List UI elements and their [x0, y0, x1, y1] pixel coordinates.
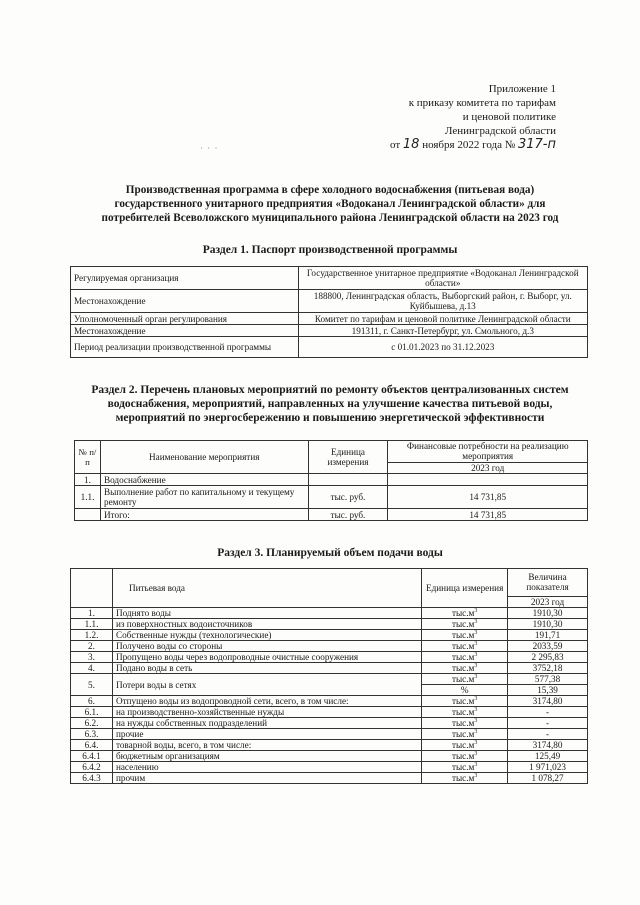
- table-row: [75, 474, 588, 486]
- row-name: Получено воды со стороны: [112, 641, 421, 652]
- unit-exponent: 3: [474, 728, 478, 735]
- table-row: [71, 674, 588, 685]
- unit-exponent: 3: [474, 629, 478, 636]
- row-name: Поднято воды: [112, 608, 421, 619]
- passport-label: Местонахождение: [71, 325, 299, 337]
- volume-rows-after-losses: [71, 696, 588, 784]
- col-header-name: Питьевая вода: [112, 569, 421, 608]
- table-row: [71, 619, 588, 630]
- table-header-row: [71, 569, 588, 597]
- col-header-no: [71, 569, 113, 608]
- row-name: Выполнение работ по капитальному и текущему ремонту: [100, 486, 308, 509]
- table-row: [71, 729, 588, 740]
- row-no: 3.: [71, 652, 113, 663]
- row-name: на производственно-хозяйственные нужды: [112, 707, 421, 718]
- appendix-block: [390, 82, 556, 152]
- row-unit: [422, 641, 508, 652]
- row-unit: [422, 696, 508, 707]
- unit-exponent: 3: [474, 607, 478, 614]
- table-row: [71, 718, 588, 729]
- title-line-1: Производственная программа в сфере холодного водоснабжения (питьевая вода): [125, 184, 535, 196]
- row-value: 3752,18: [508, 663, 588, 674]
- table-row: [71, 652, 588, 663]
- row-value: -: [508, 729, 588, 740]
- col-header-unit: Единица измерения: [422, 569, 508, 608]
- row-name: на нужды собственных подразделений: [112, 718, 421, 729]
- row-name: Водоснабжение: [100, 474, 308, 486]
- row-name: населению: [112, 762, 421, 773]
- water-volume-table: [70, 568, 588, 784]
- row-value: 14 731,85: [388, 486, 588, 509]
- row-name: прочим: [112, 773, 421, 784]
- row-unit: [308, 474, 388, 486]
- row-name: Пропущено воды через водопроводные очистные сооружения: [112, 652, 421, 663]
- row-unit: %: [422, 685, 508, 696]
- date-prefix: от: [389, 139, 401, 151]
- table-row: [71, 630, 588, 641]
- unit-exponent: 3: [474, 618, 478, 625]
- col-header-unit: Единица измерения: [308, 441, 388, 474]
- row-unit: тыс. руб.: [308, 486, 388, 509]
- row-value: 125,49: [508, 751, 588, 762]
- row-no: 2.: [71, 641, 113, 652]
- passport-label: Регулируемая организация: [71, 267, 299, 290]
- row-unit: [422, 718, 508, 729]
- table-row: [71, 663, 588, 674]
- unit-exponent: 3: [474, 750, 478, 757]
- appendix-date: [390, 138, 556, 152]
- row-no: 6.2.: [71, 718, 113, 729]
- row-unit: [422, 652, 508, 663]
- col-header-fin: Финансовые потребности на реализацию мероприятия: [388, 441, 588, 463]
- section2-heading: [60, 383, 600, 425]
- table-row: [71, 707, 588, 718]
- row-unit: [422, 608, 508, 619]
- section1-heading: Раздел 1. Паспорт производственной программы: [202, 244, 458, 256]
- table-row: [71, 740, 588, 751]
- appendix-order-ref-2: и ценовой политике: [462, 111, 556, 123]
- row-no: 4.: [71, 663, 113, 674]
- row-name: прочие: [112, 729, 421, 740]
- row-value: 1910,30: [508, 608, 588, 619]
- unit-text: тыс.м: [451, 762, 475, 772]
- row-unit: [422, 751, 508, 762]
- row-value: 1 078,27: [508, 773, 588, 784]
- table-row: [71, 313, 588, 325]
- row-value: [388, 474, 588, 486]
- unit-exponent: 3: [474, 673, 478, 680]
- unit-exponent: 3: [474, 706, 478, 713]
- row-value: 2033,59: [508, 641, 588, 652]
- measures-table: [74, 440, 588, 521]
- unit-text: тыс.м: [451, 619, 475, 629]
- row-no: 6.4.3: [71, 773, 113, 784]
- date-rest: ноября 2022 года №: [422, 139, 516, 151]
- row-name: Итого:: [100, 509, 308, 521]
- table-row: [71, 290, 588, 313]
- col-header-year: 2023 год: [388, 462, 588, 473]
- row-no: 1.: [71, 608, 113, 619]
- row-value: 3174,80: [508, 740, 588, 751]
- unit-exponent: 3: [474, 772, 478, 779]
- unit-text: тыс.м: [451, 707, 475, 717]
- unit-exponent: 3: [474, 662, 478, 669]
- row-name: Потери воды в сетях: [112, 674, 421, 696]
- unit-text: тыс.м: [451, 630, 475, 640]
- row-unit: [422, 707, 508, 718]
- unit-text: тыс.м: [451, 718, 475, 728]
- date-day: 18: [402, 137, 420, 152]
- unit-text: тыс.м: [451, 773, 475, 783]
- unit-text: тыс.м: [451, 696, 475, 706]
- row-value: 577,38: [508, 674, 588, 685]
- unit-text: тыс.м: [451, 641, 475, 651]
- unit-text: тыс.м: [451, 608, 475, 618]
- unit-text: тыс.м: [451, 674, 475, 684]
- row-no: 5.: [71, 674, 113, 696]
- row-no: 6.4.2: [71, 762, 113, 773]
- row-value: 3174,80: [508, 696, 588, 707]
- section3-heading: Раздел 3. Планируемый объем подачи воды: [217, 547, 443, 559]
- passport-table: [70, 266, 588, 358]
- row-no: 6.1.: [71, 707, 113, 718]
- table-row: [75, 509, 588, 521]
- row-value: 1910,30: [508, 619, 588, 630]
- appendix-region: Ленинградской области: [445, 125, 556, 137]
- row-unit: [422, 663, 508, 674]
- table-row: [75, 486, 588, 509]
- appendix-title: Приложение 1: [488, 83, 556, 95]
- table-row: [71, 325, 588, 337]
- unit-text: тыс.м: [451, 740, 475, 750]
- row-name: товарной воды, всего, в том числе:: [112, 740, 421, 751]
- passport-label: Местонахождение: [71, 290, 299, 313]
- row-name: из поверхностных водоисточников: [112, 619, 421, 630]
- unit-exponent: 3: [474, 651, 478, 658]
- table-row: [71, 608, 588, 619]
- table-row: [71, 641, 588, 652]
- order-number: 317-п: [517, 137, 556, 152]
- table-row: [71, 337, 588, 358]
- row-no: 1.1.: [71, 619, 113, 630]
- row-name: бюджетным организациям: [112, 751, 421, 762]
- table-row: [71, 267, 588, 290]
- scan-marks: · · ·: [200, 143, 219, 153]
- passport-label: Период реализации производственной программы: [71, 337, 299, 358]
- row-unit: [422, 729, 508, 740]
- row-name: Подано воды в сеть: [112, 663, 421, 674]
- row-value: 2 295,83: [508, 652, 588, 663]
- row-value: -: [508, 707, 588, 718]
- row-unit: [422, 674, 508, 685]
- table-row: [71, 696, 588, 707]
- row-no: [75, 509, 101, 521]
- passport-value: с 01.01.2023 по 31.12.2023: [298, 337, 587, 358]
- row-value: 191,71: [508, 630, 588, 641]
- table-header-row: [75, 441, 588, 463]
- table-row: [71, 762, 588, 773]
- title-line-2: государственного унитарного предприятия «Водоканал Ленинградской области» для: [114, 198, 546, 210]
- col-header-no: № п/п: [75, 441, 101, 474]
- row-name: Собственные нужды (технологические): [112, 630, 421, 641]
- row-unit: [422, 619, 508, 630]
- passport-label: Уполномоченный орган регулирования: [71, 313, 299, 325]
- row-value: 14 731,85: [388, 509, 588, 521]
- row-value: 1 971,023: [508, 762, 588, 773]
- row-unit: [422, 762, 508, 773]
- unit-exponent: 3: [474, 640, 478, 647]
- unit-text: тыс.м: [451, 663, 475, 673]
- table-row: [71, 751, 588, 762]
- appendix-order-ref: к приказу комитета по тарифам: [408, 97, 556, 109]
- row-unit: [422, 630, 508, 641]
- row-unit: [422, 773, 508, 784]
- unit-exponent: 3: [474, 739, 478, 746]
- row-no: 6.4.: [71, 740, 113, 751]
- unit-text: тыс.м: [451, 729, 475, 739]
- passport-value: 191311, г. Санкт-Петербург, ул. Смольного, д.3: [298, 325, 587, 337]
- row-value: 15,39: [508, 685, 588, 696]
- row-no: 6.: [71, 696, 113, 707]
- col-header-year: 2023 год: [508, 596, 588, 607]
- row-unit: тыс. руб.: [308, 509, 388, 521]
- unit-exponent: 3: [474, 761, 478, 768]
- row-no: 6.3.: [71, 729, 113, 740]
- unit-exponent: 3: [474, 695, 478, 702]
- passport-value: Государственное унитарное предприятие «Водоканал Ленинградской области»: [298, 267, 587, 290]
- row-name: Отпущено воды из водопроводной сети, всего, в том числе:: [112, 696, 421, 707]
- row-unit: [422, 740, 508, 751]
- section2-heading-line-1: Раздел 2. Перечень плановых мероприятий по ремонту объектов централизованных систем: [91, 384, 569, 396]
- col-header-value: Величина показателя: [508, 569, 588, 597]
- table-row: [71, 773, 588, 784]
- unit-text: тыс.м: [451, 652, 475, 662]
- document-title: [70, 183, 590, 225]
- section2-heading-line-2: водоснабжения, мероприятий, направленных на улучшение качества питьевой воды,: [107, 398, 553, 410]
- volume-rows-before-losses: [71, 608, 588, 674]
- passport-value: Комитет по тарифам и ценовой политике Ленинградской области: [298, 313, 587, 325]
- passport-value: 188800, Ленинградская область, Выборгский район, г. Выборг, ул. Куйбышева, д.13: [298, 290, 587, 313]
- row-no: 1.2.: [71, 630, 113, 641]
- row-value: -: [508, 718, 588, 729]
- unit-text: тыс.м: [451, 751, 475, 761]
- section2-heading-line-3: мероприятий по энергосбережению и повышению энергетической эффективности: [115, 412, 545, 424]
- col-header-name: Наименование мероприятия: [100, 441, 308, 474]
- row-no: 1.1.: [75, 486, 101, 509]
- row-no: 6.4.1: [71, 751, 113, 762]
- row-no: 1.: [75, 474, 101, 486]
- unit-exponent: 3: [474, 717, 478, 724]
- title-line-3: потребителей Всеволожского муниципального района Ленинградской области на 2023 год: [101, 212, 559, 224]
